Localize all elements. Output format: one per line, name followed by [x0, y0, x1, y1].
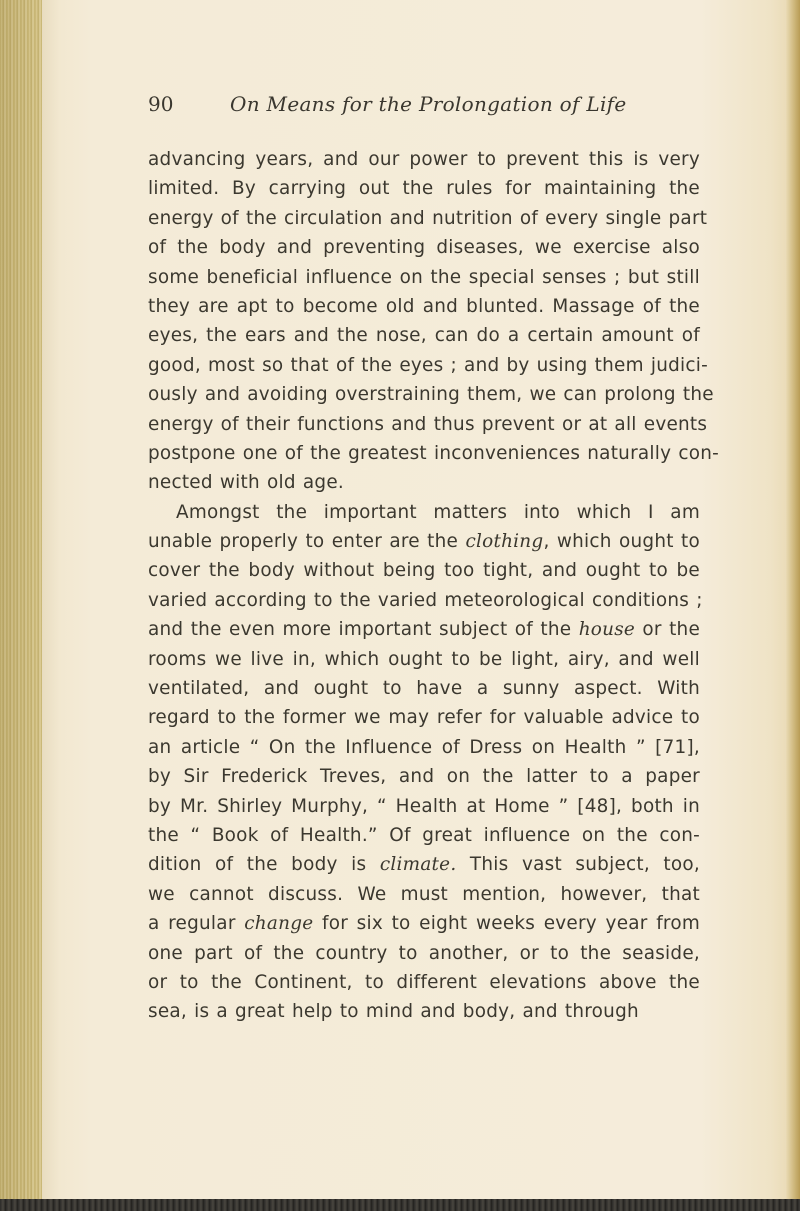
line-text: they are apt to become old and blunted. Massage of the	[148, 295, 700, 317]
line-text: or to the Continent, to different elevations above the	[148, 971, 700, 993]
line-text: nected with old age.	[148, 472, 344, 494]
page-number: 90	[148, 92, 174, 116]
text-line	[148, 997, 700, 1026]
line-text: regard to the former we may refer for valuable advice to	[148, 707, 700, 729]
line-text: unable properly to enter are the	[148, 531, 466, 553]
text-line	[148, 204, 708, 233]
line-text: good, most so that of the eyes ; and by using them judici-	[148, 354, 709, 376]
italic-term: house	[578, 619, 636, 641]
line-text: , which ought to	[543, 531, 700, 553]
line-text: a regular	[148, 913, 245, 935]
line-text: This vast subject, too,	[456, 854, 700, 876]
running-title: On Means for the Prolongation of Life	[230, 92, 627, 116]
line-text: ously and avoiding overstraining them, we can prolong the	[148, 384, 714, 406]
line-text: postpone one of the greatest inconveniences naturally con-	[148, 442, 720, 464]
page-gutter-shadow	[0, 0, 60, 1211]
text-line	[148, 909, 700, 938]
text-line	[148, 439, 720, 468]
text-line	[148, 380, 714, 409]
text-line	[148, 821, 700, 850]
line-text: by Sir Frederick Treves, and on the latter to a paper	[148, 766, 700, 788]
italic-term: change	[244, 913, 314, 935]
line-text: dition of the body is	[148, 854, 380, 876]
text-line	[148, 556, 700, 585]
italic-term: climate.	[379, 854, 457, 876]
text-line	[148, 527, 700, 556]
body-text	[148, 145, 720, 1027]
text-line	[148, 586, 703, 615]
text-line	[148, 762, 700, 791]
text-line	[148, 263, 700, 292]
text-line	[148, 410, 708, 439]
line-text: Amongst the important matters into which I am	[176, 501, 700, 523]
line-text: ventilated, and ought to have a sunny aspect. With	[148, 678, 700, 700]
line-text: or the	[635, 619, 701, 641]
text-line	[148, 968, 700, 997]
text-line	[148, 233, 700, 262]
line-text: energy of their functions and thus prevent or at all events	[148, 413, 708, 435]
page-edge-bottom	[0, 1199, 800, 1211]
text-line	[148, 733, 700, 762]
page-edge-right	[786, 0, 800, 1211]
text-line	[148, 292, 700, 321]
text-line	[148, 880, 700, 909]
line-text: of the body and preventing diseases, we exercise also	[148, 237, 700, 259]
line-text: energy of the circulation and nutrition of every single part	[148, 207, 708, 229]
text-line	[148, 321, 700, 350]
line-text: by Mr. Shirley Murphy, “ Health at Home ” [48], both in	[148, 795, 700, 817]
line-text: and the even more important subject of the	[148, 619, 579, 641]
text-line	[148, 674, 700, 703]
text-line	[148, 498, 700, 527]
line-text: for six to eight weeks every year from	[313, 913, 700, 935]
running-header	[148, 92, 708, 122]
line-text: cover the body without being too tight, and ought to be	[148, 560, 700, 582]
text-line	[148, 174, 700, 203]
text-line	[148, 792, 700, 821]
line-text: rooms we live in, which ought to be light, airy, and well	[148, 648, 700, 670]
line-text: eyes, the ears and the nose, can do a certain amount of	[148, 325, 700, 347]
line-text: varied according to the varied meteorological conditions ;	[148, 589, 703, 611]
text-line	[148, 468, 700, 497]
line-text: an article “ On the Influence of Dress on Health ” [71],	[148, 736, 700, 758]
text-line	[148, 615, 700, 644]
line-text: limited. By carrying out the rules for maintaining the	[148, 178, 700, 200]
line-text: some beneficial influence on the special senses ; but still	[148, 266, 700, 288]
line-text: we cannot discuss. We must mention, however, that	[148, 883, 700, 905]
text-line	[148, 939, 700, 968]
line-text: one part of the country to another, or to the seaside,	[148, 942, 700, 964]
text-line	[148, 645, 700, 674]
line-text: the “ Book of Health.” Of great influence on the con-	[148, 824, 700, 846]
text-line	[148, 145, 700, 174]
line-text: sea, is a great help to mind and body, and through	[148, 1001, 639, 1023]
text-line	[148, 703, 700, 732]
italic-term: clothing	[465, 531, 544, 553]
line-text: advancing years, and our power to prevent this is very	[148, 149, 700, 170]
text-line	[148, 351, 709, 380]
text-line	[148, 850, 700, 879]
